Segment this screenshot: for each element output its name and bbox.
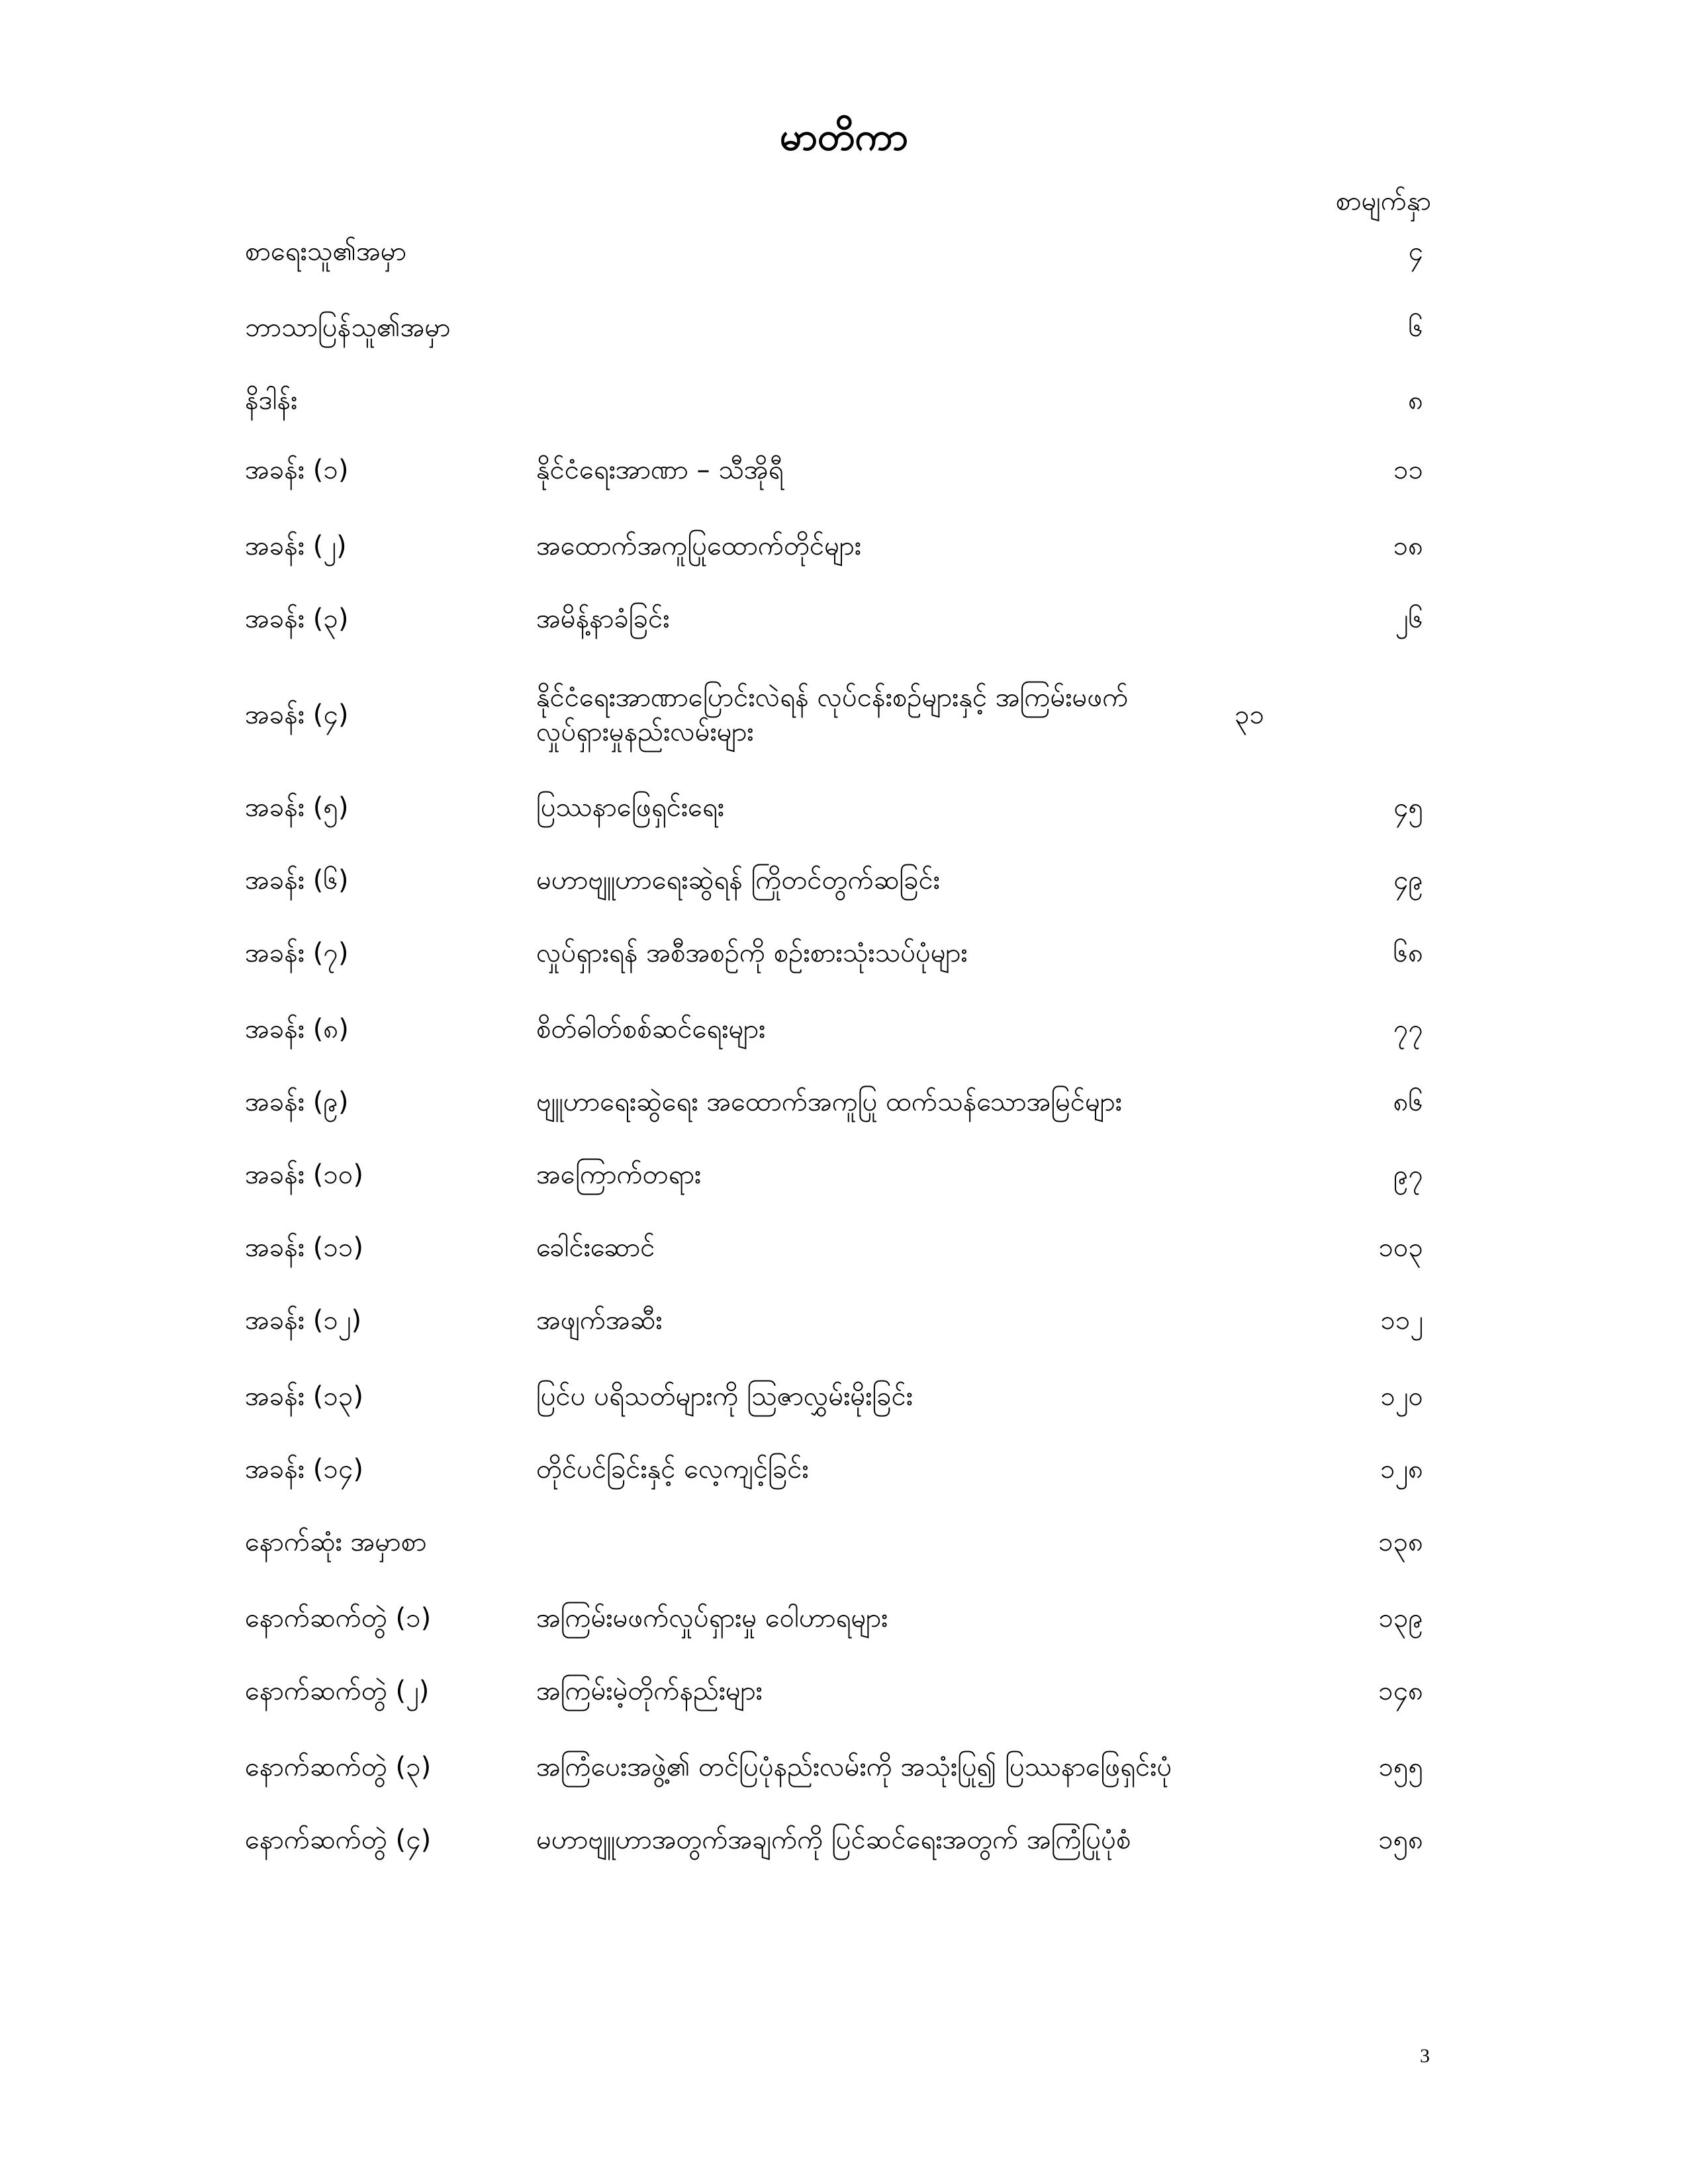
toc-entry: [245, 450, 1423, 490]
toc-entry: [245, 860, 1423, 900]
toc-entry: [245, 232, 1423, 271]
toc-entry-title: စိတ်ဓါတ်စစ်ဆင်ရေးများ: [536, 1014, 766, 1044]
toc-entry-label: နိဒါန်း: [245, 385, 298, 416]
toc-entry-page: ၁၁: [1393, 455, 1423, 485]
toc-entry: [245, 675, 1423, 754]
toc-entry-label: နောက်ဆက်တွဲ (၁): [245, 1603, 432, 1633]
toc-entry: [245, 1155, 1423, 1195]
toc-entry-page: ၄၅: [1393, 792, 1423, 823]
toc-entry: [245, 1377, 1423, 1416]
toc-entry-title: အကြောက်တရား: [536, 1160, 702, 1190]
toc-entry-page: ၁၂၀: [1380, 1381, 1423, 1412]
toc-entry: [245, 788, 1423, 827]
toc-entry: [245, 599, 1423, 639]
toc-entry-title: ပြင်ပ ပရိသတ်များကို သြဇာလွှမ်းမိုးခြင်း: [536, 1381, 913, 1412]
toc-entry-label: အခန်း (၁၀): [245, 1160, 364, 1190]
toc-entry: [245, 1747, 1423, 1787]
toc-entry-page: ၁၅၈: [1378, 1825, 1423, 1855]
toc-entry-page: ၁၂၈: [1380, 1454, 1423, 1484]
toc-entry-page: ၁၀၃: [1378, 1232, 1423, 1263]
toc-entry-label: ဘာသာပြန်သူ၏အမှာ: [245, 312, 451, 343]
toc-entry-page: ၃၁: [1235, 700, 1264, 730]
toc-entry-label: စာရေးသူ၏အမှာ: [245, 236, 407, 267]
toc-entry-page: ၁၃၈: [1378, 1527, 1423, 1557]
toc-entry-title: အမိန့်နာခံခြင်း: [536, 604, 670, 634]
toc-entry: [245, 1522, 1423, 1562]
toc-entry-title: မဟာဗျူဟာအတွက်အချက်ကို ပြင်ဆင်ရေးအတွက် အကြံပြုပုံစံ: [536, 1825, 1131, 1855]
toc-entry-title: နိုင်ငံရေးအာဏာ – သီအိုရီ: [536, 455, 784, 485]
page-title: မာတိကာ: [779, 114, 909, 159]
toc-entry: [245, 526, 1423, 566]
toc-entry: [245, 381, 1423, 420]
toc-entry-label: နောက်ဆုံး အမှာစာ: [245, 1527, 427, 1557]
toc-entry-label: အခန်း (၁၂): [245, 1305, 362, 1336]
toc-entry-label: အခန်း (၅): [245, 792, 349, 823]
toc-entry: [245, 1820, 1423, 1860]
toc-entry: [245, 1598, 1423, 1638]
page-column-header: စာမျက်နှာ: [1335, 186, 1431, 216]
toc-entry-label: အခန်း (၁၃): [245, 1381, 364, 1412]
toc-entry-title: တိုင်ပင်ခြင်းနှင့် လေ့ကျင့်ခြင်း: [536, 1454, 809, 1484]
toc-entry-label: နောက်ဆက်တွဲ (၄): [245, 1825, 432, 1855]
toc-entry-label: အခန်း (၂): [245, 531, 347, 561]
toc-entry-label: အခန်း (၇): [245, 938, 349, 968]
toc-entry-label: အခန်း (၄): [245, 700, 349, 730]
toc-entry: [245, 1671, 1423, 1711]
toc-entry-title: အဖျက်အဆီး: [536, 1305, 663, 1336]
toc-entry: [245, 1082, 1423, 1122]
toc-entry-page: ၆: [1408, 312, 1423, 343]
toc-entry-label: နောက်ဆက်တွဲ (၂): [245, 1676, 430, 1706]
toc-entry: [245, 1449, 1423, 1489]
toc-entry-page: ၁၈: [1393, 531, 1423, 561]
toc-entry-label: အခန်း (၁၄): [245, 1454, 364, 1484]
toc-entry-title: ခေါင်းဆောင်: [536, 1232, 655, 1263]
toc-entry-title: ပြဿနာဖြေရှင်းရေး: [536, 792, 725, 823]
toc-entry-page: ၈၆: [1393, 1087, 1423, 1117]
toc-entry-page: ၁၄၈: [1378, 1676, 1423, 1706]
toc-entry: [245, 933, 1423, 973]
toc-entry-page: ၆၈: [1393, 938, 1423, 968]
toc-entry-title: အထောက်အကူပြုထောက်တိုင်များ: [536, 531, 861, 561]
toc-entry: [245, 1300, 1423, 1340]
toc-entry: [245, 308, 1423, 347]
toc-entry-page: ၇၇: [1393, 1014, 1423, 1044]
toc-entry-label: အခန်း (၉): [245, 1087, 349, 1117]
toc-entry: [245, 1009, 1423, 1049]
toc-entry-label: အခန်း (၁၁): [245, 1232, 364, 1263]
toc-entry: [245, 1228, 1423, 1267]
toc-entry-title: လှုပ်ရှားရန် အစီအစဉ်ကို စဉ်းစားသုံးသပ်ပုံများ: [536, 938, 968, 968]
toc-entry-page: ၂၆: [1395, 604, 1423, 634]
toc-entry-title: အကြံပေးအဖွဲ့၏ တင်ပြပုံနည်းလမ်းကို အသုံးပြု၍ ပြဿနာဖြေရှင်းပုံ: [536, 1752, 1172, 1782]
toc-entry-page: ၈: [1408, 385, 1423, 416]
toc-entry-title: ဗျူဟာရေးဆွဲရေး အထောက်အကူပြု ထက်သန်သောအမြင်များ: [536, 1087, 1122, 1117]
toc-entry-page: ၁၁၂: [1380, 1305, 1423, 1336]
toc-entry-page: ၉၇: [1393, 1160, 1423, 1190]
toc-entry-label: အခန်း (၁): [245, 455, 349, 485]
toc-entry-page: ၄၉: [1393, 865, 1423, 895]
toc-entry-title: နိုင်ငံရေးအာဏာပြောင်းလဲရန် လုပ်ငန်းစဉ်များနှင့် အကြမ်းမဖက်လှုပ်ရှားမှုနည်းလမ်းများ: [536, 682, 1129, 747]
toc-entry-label: နောက်ဆက်တွဲ (၃): [245, 1752, 432, 1782]
toc-entry-page: ၁၃၉: [1378, 1603, 1423, 1633]
toc-entry-title: အကြမ်းမဖက်လှုပ်ရှားမှု ဝေါဟာရများ: [536, 1603, 888, 1633]
toc-entry-label: အခန်း (၈): [245, 1014, 349, 1044]
toc-entry-page: ၁၅၅: [1378, 1752, 1423, 1782]
toc-entry-title: မဟာဗျူဟာရေးဆွဲရန် ကြိုတင်တွက်ဆခြင်း: [536, 865, 940, 895]
toc-entry-title: အကြမ်းမဲ့တိုက်နည်းများ: [536, 1676, 763, 1706]
toc-entry-page: ၄: [1408, 236, 1423, 267]
toc-entry-label: အခန်း (၃): [245, 604, 349, 634]
toc-entry-label: အခန်း (၆): [245, 865, 349, 895]
page-number: 3: [1420, 2045, 1430, 2067]
